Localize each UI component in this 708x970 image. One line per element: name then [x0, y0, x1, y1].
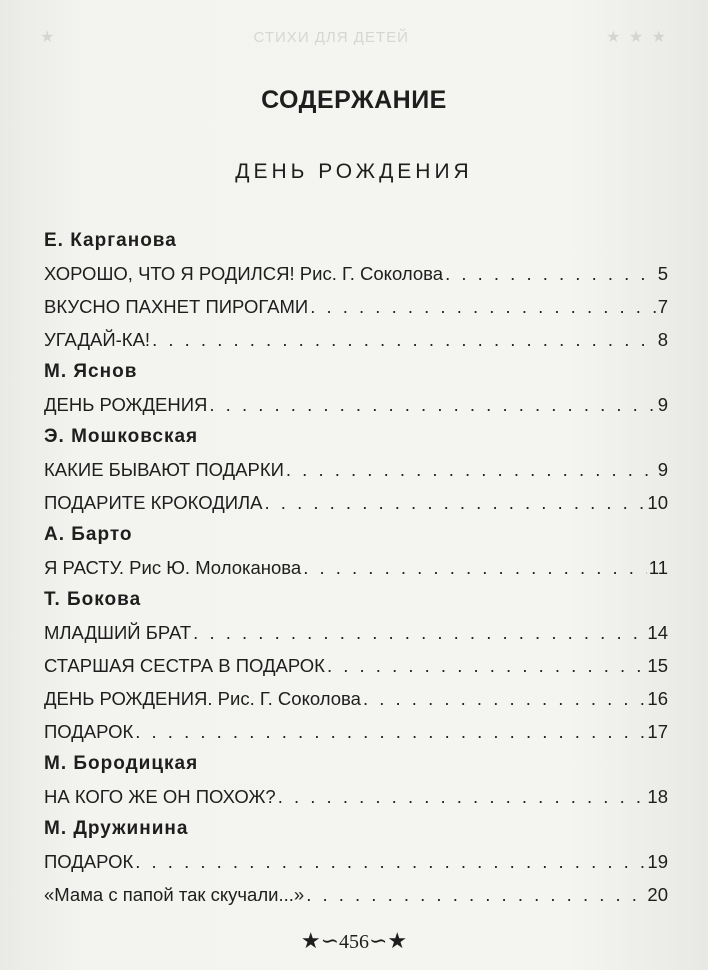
toc-entry[interactable]	[44, 257, 668, 290]
toc-author: Т. Бокова	[44, 589, 142, 610]
leader-dots	[306, 878, 645, 911]
toc-page-number: 9	[657, 459, 668, 480]
toc-page-number: 16	[647, 688, 668, 709]
toc-entry-title: ПОДАРИТЕ КРОКОДИЛА	[44, 492, 263, 513]
toc-page-number: 7	[657, 296, 668, 317]
toc-entry-title: ДЕНЬ РОЖДЕНИЯ	[44, 394, 208, 415]
toc-entry-title: ПОДАРОК	[44, 851, 134, 872]
toc-page-number: 15	[647, 655, 668, 676]
toc-entry[interactable]	[44, 780, 668, 813]
toc-entry-title: ВКУСНО ПАХНЕТ ПИРОГАМИ	[44, 296, 309, 317]
ornament-icon: ∽★	[369, 928, 408, 953]
toc-entry[interactable]	[44, 715, 668, 748]
bleed-through-header	[0, 22, 708, 52]
leader-dots	[193, 616, 645, 649]
toc-author: Е. Карганова	[44, 230, 177, 251]
star-icon: ★	[40, 29, 57, 46]
toc-entry-title: СТАРШАЯ СЕСТРА В ПОДАРОК	[44, 655, 325, 676]
toc-entry[interactable]	[44, 453, 668, 486]
toc-entry[interactable]	[44, 551, 668, 584]
running-head: СТИХИ ДЛЯ ДЕТЕЙ	[253, 28, 409, 46]
leader-dots	[303, 551, 647, 584]
leader-dots	[327, 649, 645, 682]
toc-page-number: 19	[647, 851, 668, 872]
page-footer	[0, 928, 708, 954]
leader-dots	[363, 682, 645, 715]
toc-entry[interactable]	[44, 649, 668, 682]
toc-entry-title: ПОДАРОК	[44, 721, 134, 742]
toc-entry-title: УГАДАЙ-КА!	[44, 329, 151, 350]
toc-author: М. Бородицкая	[44, 753, 199, 774]
toc-author: А. Барто	[44, 524, 133, 545]
leader-dots	[209, 388, 655, 421]
toc-entry-title: НА КОГО ЖЕ ОН ПОХОЖ?	[44, 786, 276, 807]
toc-entry[interactable]	[44, 323, 668, 356]
leader-dots	[445, 257, 656, 290]
toc-entry-title: КАКИЕ БЫВАЮТ ПОДАРКИ	[44, 459, 284, 480]
ornament-icon: ★∽	[300, 928, 339, 953]
toc-author: М. Яснов	[44, 361, 138, 382]
toc-page-number: 8	[657, 329, 668, 350]
leader-dots	[152, 323, 656, 356]
toc-entry-title: МЛАДШИЙ БРАТ	[44, 622, 192, 643]
leader-dots	[135, 715, 645, 748]
toc-page-number: 10	[647, 492, 668, 513]
toc-entry[interactable]	[44, 682, 668, 715]
toc-entry-title: ДЕНЬ РОЖДЕНИЯ. Рис. Г. Соколова	[44, 688, 361, 709]
toc-author: М. Дружинина	[44, 818, 189, 839]
toc-page-number: 17	[647, 721, 668, 742]
toc-page-number: 14	[647, 622, 668, 643]
leader-dots	[310, 290, 656, 323]
leader-dots	[265, 486, 646, 519]
section-title: ДЕНЬ РОЖДЕНИЯ	[235, 160, 473, 183]
star-icon: ★ ★ ★	[606, 29, 668, 46]
toc-entry-title: Я РАСТУ. Рис Ю. Молоканова	[44, 557, 302, 578]
toc-entry-title: «Мама с папой так скучали...»	[44, 884, 305, 905]
toc-page-number: 5	[657, 263, 668, 284]
page-number: 456	[339, 931, 369, 953]
toc-entry[interactable]	[44, 388, 668, 421]
toc-entry[interactable]	[44, 878, 668, 911]
leader-dots	[286, 453, 656, 486]
toc-page-number: 18	[647, 786, 668, 807]
toc-page-number: 11	[648, 557, 668, 578]
leader-dots	[278, 780, 646, 813]
table-of-contents	[44, 225, 668, 911]
toc-author: Э. Мошковская	[44, 426, 199, 447]
page-title: СОДЕРЖАНИЕ	[261, 86, 447, 114]
toc-entry-title: ХОРОШО, ЧТО Я РОДИЛСЯ! Рис. Г. Соколова	[44, 263, 444, 284]
toc-entry[interactable]	[44, 486, 668, 519]
toc-page-number: 20	[647, 884, 668, 905]
leader-dots	[135, 845, 645, 878]
toc-entry[interactable]	[44, 290, 668, 323]
toc-entry[interactable]	[44, 616, 668, 649]
toc-entry[interactable]	[44, 845, 668, 878]
toc-page-number: 9	[657, 394, 668, 415]
